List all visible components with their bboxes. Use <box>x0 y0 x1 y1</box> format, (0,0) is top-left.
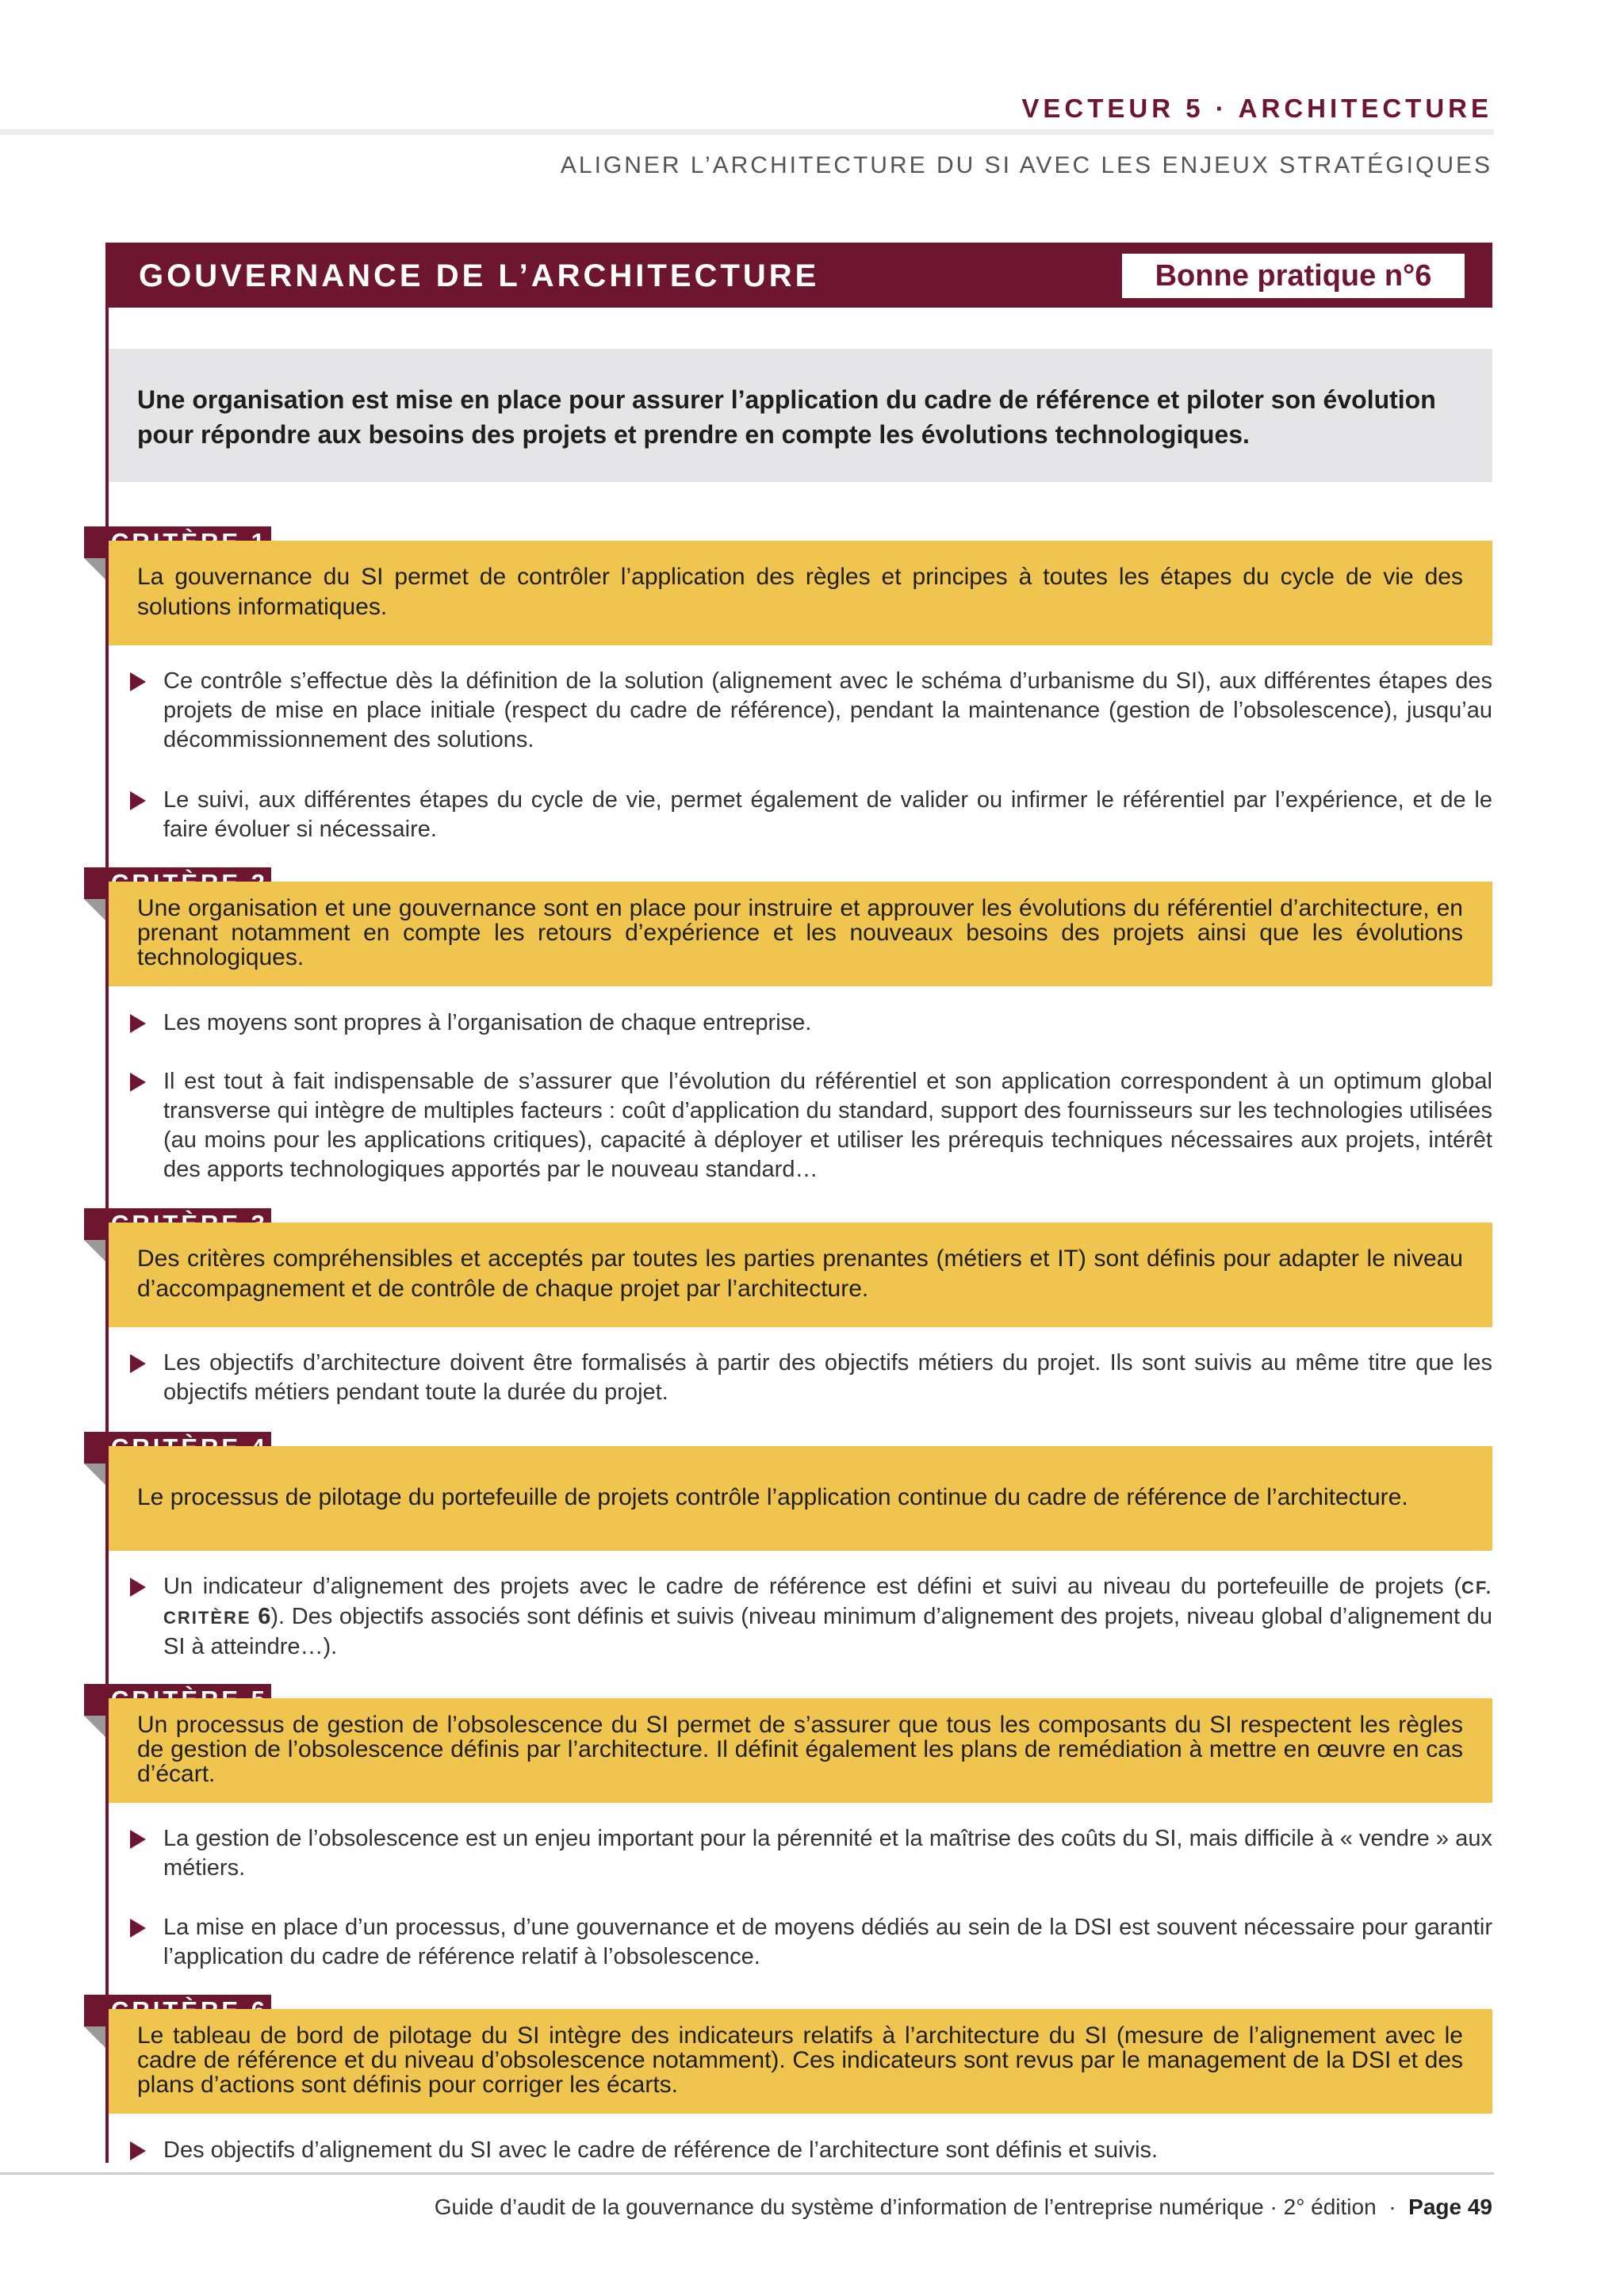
footer-separator: · <box>1388 2195 1396 2219</box>
bullet-icon <box>130 1919 146 1938</box>
vector-title: VECTEUR 5 · ARCHITECTURE <box>1021 94 1492 123</box>
page-number: Page 49 <box>1408 2195 1492 2219</box>
criterion-2-bullet-1: Les moyens sont propres à l’organisation de chaque entreprise. <box>163 1010 812 1035</box>
criterion-4-fold <box>84 1464 105 1485</box>
footer-rule <box>0 2172 1494 2175</box>
criterion-6-fold <box>84 2026 105 2048</box>
criterion-3-text: Des critères compréhensibles et acceptés par toutes les parties prenantes (métiers et IT) sont définis pour adapter le niveau d’accompagnement et de contrôle de chaque projet par l’architecture. <box>137 1246 1463 1302</box>
criterion-5-bullet-2: La mise en place d’un processus, d’une gouvernance et de moyens dédiés au sein de la DSI est souvent nécessaire pour garantir l’application du cadre de référence relatif à l’obsolescence. <box>163 1915 1492 1969</box>
bullet-icon <box>130 672 146 691</box>
intro-box <box>109 349 1492 482</box>
criterion-1-text: La gouvernance du SI permet de contrôler l’application des règles et principes à toutes les étapes du cycle de vie des solutions informatiques. <box>137 564 1463 620</box>
section-header <box>105 243 1492 308</box>
criterion-2-bullet-2: Il est tout à fait indispensable de s’assurer que l’évolution du référentiel et son application correspondent à un optimum global transverse qui intègre de multiples facteurs : coût d’application du standard, support des fournisseurs sur les technologies utilisées (au moins pour les applications critiques), capacité à déployer et utiliser les prérequis techniques nécessaires aux projets, intérêt des apports technologiques apportés par le nouveau standard… <box>163 1069 1492 1182</box>
best-practice-badge: Bonne pratique n°6 <box>1122 254 1465 298</box>
criterion-6-bullet-1: Des objectifs d’alignement du SI avec le cadre de référence de l’architecture sont définis et suivis. <box>163 2137 1159 2163</box>
criterion-5-fold <box>84 1716 105 1737</box>
criterion-5-text: Un processus de gestion de l’obsolescence du SI permet de s’assurer que tous les composants du SI respectent les règles de gestion de l’obsolescence définis par l’architecture. Il définit également les plans de remédiation à mettre en œuvre en cas d’écart. <box>137 1712 1463 1787</box>
bullet-icon <box>130 791 146 810</box>
bullet-icon <box>130 1578 146 1597</box>
criterion-6-text: Le tableau de bord de pilotage du SI intègre des indicateurs relatifs à l’architecture du SI (mesure de l’alignement avec le cadre de référence et du niveau d’obsolescence notamment). Ces indicateurs sont revus par le management de la DSI et des plans d’actions sont définis pour corriger les écarts. <box>137 2022 1463 2098</box>
vector-subtitle: ALIGNER L’ARCHITECTURE DU SI AVEC LES ENJEUX STRATÉGIQUES <box>560 152 1492 178</box>
criterion-3-fold <box>84 1240 105 1261</box>
criterion-3-box <box>109 1223 1492 1327</box>
criterion-2-text: Une organisation et une gouvernance sont en place pour instruire et approuver les évolutions du référentiel d’architecture, en prenant notamment en compte les retours d’expérience et les nouveaux besoins des projets ainsi que les évolutions technologiques. <box>137 895 1463 970</box>
criterion-reference-prefix: CF. CRITÈRE <box>163 1578 1492 1628</box>
intro-text: Une organisation est mise en place pour assurer l’application du cadre de référence et piloter son évolution pour répondre aux besoins des projets et prendre en compte les évolutions technologiques. <box>137 385 1436 449</box>
criterion-1-bullet-2: Le suivi, aux différentes étapes du cycle de vie, permet également de valider ou infirmer le référentiel par l’expérience, et de le faire évoluer si nécessaire. <box>163 787 1492 842</box>
criterion-1-box <box>109 541 1492 645</box>
bullet-icon <box>130 1073 146 1092</box>
criterion-reference-number: 6 <box>258 1604 271 1629</box>
bullet-icon <box>130 1830 146 1849</box>
section-title: GOUVERNANCE DE L’ARCHITECTURE <box>139 258 820 293</box>
criterion-1-fold <box>84 558 105 580</box>
bullet-icon <box>130 2141 146 2160</box>
criterion-4-bullet-text-after: ). Des objectifs associés sont définis et suivis (niveau minimum d’alignement des projets, niveau global d’alignement du SI à atteindre…). <box>163 1604 1492 1659</box>
criterion-4-box <box>109 1446 1492 1551</box>
bullet-icon <box>130 1354 146 1373</box>
header-rule <box>0 129 1494 135</box>
criterion-2-fold <box>84 899 105 920</box>
criterion-3-bullet-1: Les objectifs d’architecture doivent être formalisés à partir des objectifs métiers du projet. Ils sont suivis au même titre que les objectifs métiers pendant toute la durée du projet. <box>163 1350 1492 1405</box>
footer-guide-title: Guide d’audit de la gouvernance du système d’information de l’entreprise numérique · 2° édition <box>434 2195 1377 2219</box>
criterion-4-text: Le processus de pilotage du portefeuille de projets contrôle l’application continue du cadre de référence de l’architecture. <box>137 1484 1408 1510</box>
criterion-4-bullet-text-before: Un indicateur d’alignement des projets avec le cadre de référence est défini et suivi au niveau du portefeuille de projets ( <box>163 1574 1461 1599</box>
criterion-6-box <box>109 2009 1492 2114</box>
criterion-2-box <box>109 882 1492 986</box>
criterion-5-bullet-1: La gestion de l’obsolescence est un enjeu important pour la pérennité et la maîtrise des coûts du SI, mais difficile à « vendre » aux métiers. <box>163 1826 1492 1881</box>
bullet-icon <box>130 1014 146 1033</box>
criterion-4-bullet-1 <box>163 1572 1492 1662</box>
criterion-5-box <box>109 1698 1492 1803</box>
page-footer <box>435 2195 1492 2220</box>
criterion-1-bullet-1: Ce contrôle s’effectue dès la définition de la solution (alignement avec le schéma d’urbanisme du SI), aux différentes étapes des projets de mise en place initiale (respect du cadre de référence), pendant la maintenance (gestion de l’obsolescence), jusqu’au décommissionnement des solutions. <box>163 668 1492 752</box>
